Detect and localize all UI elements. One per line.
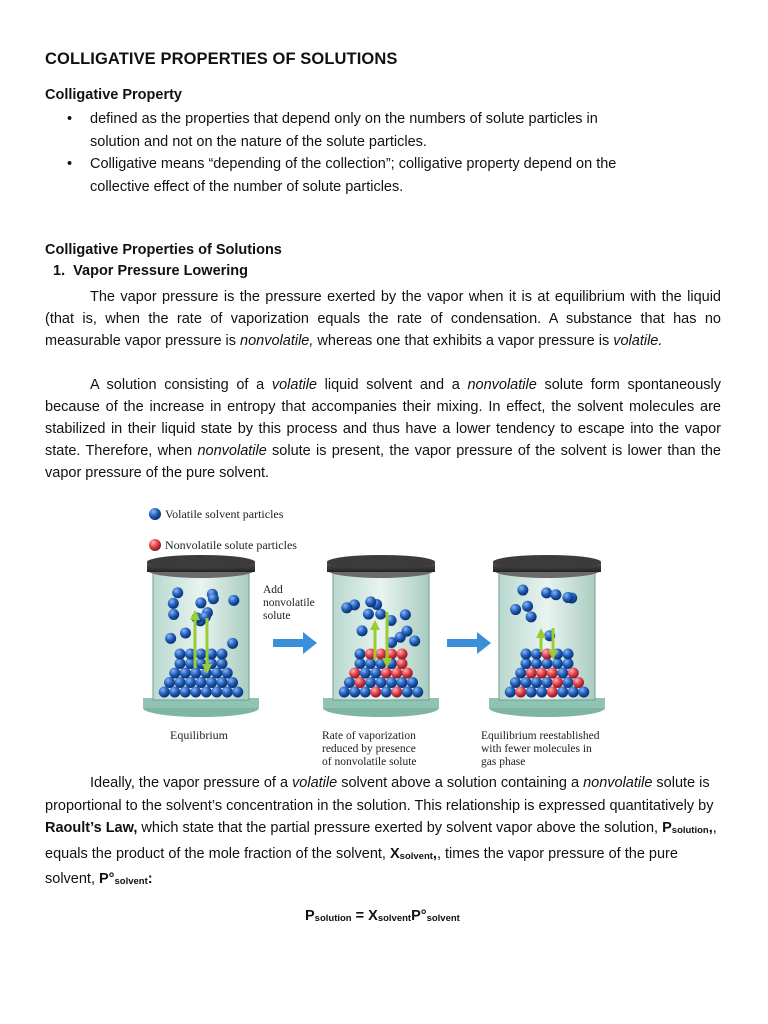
solvent-particle bbox=[175, 658, 186, 669]
svg-text:solute: solute bbox=[263, 610, 291, 622]
solvent-particle bbox=[521, 658, 532, 669]
solvent-particle bbox=[217, 677, 228, 688]
vapor-particle bbox=[165, 633, 176, 644]
solvent-particle bbox=[402, 687, 413, 698]
subsection-heading: 1. Vapor Pressure Lowering bbox=[53, 263, 249, 279]
solvent-particle bbox=[531, 677, 542, 688]
list-item: • Colligative means “depending of the collection”; colligative property depend on the collective effect of the number of solute particles. bbox=[45, 153, 725, 198]
solvent-particle bbox=[232, 687, 243, 698]
caption-equilibrium: Equilibrium bbox=[170, 728, 228, 742]
solvent-particle bbox=[370, 668, 381, 679]
solvent-particle bbox=[412, 687, 423, 698]
container-diagrams bbox=[143, 555, 605, 717]
vapor-particle bbox=[357, 625, 368, 636]
solvent-particle bbox=[349, 687, 360, 698]
solvent-particle bbox=[360, 687, 371, 698]
solvent-particle bbox=[222, 687, 233, 698]
vapor-particle bbox=[172, 587, 183, 598]
vapor-particle bbox=[195, 597, 206, 608]
solvent-particle bbox=[355, 658, 366, 669]
caption-rate-reduced bbox=[322, 730, 417, 768]
solute-particle bbox=[515, 687, 526, 698]
solvent-particle bbox=[510, 677, 521, 688]
solvent-particle bbox=[521, 649, 532, 660]
vapor-particle bbox=[562, 592, 573, 603]
legend bbox=[149, 507, 297, 552]
solvent-particle bbox=[557, 687, 568, 698]
svg-text:Add: Add bbox=[263, 584, 283, 596]
solvent-particle bbox=[196, 677, 207, 688]
solvent-particle bbox=[557, 668, 568, 679]
solvent-particle bbox=[196, 649, 207, 660]
solvent-particle bbox=[180, 687, 191, 698]
paragraph-solution-formation: A solution consisting of a volatile liquid solvent and a nonvolatile solute form spontaneously because of the increase in entropy that accompanies their mixing. In effect, the solvent molecules are stabilized in their liquid state by this process and thus have a lower tendency to escape into the vapor state. Therefore, when nonvolatile solute is present, the vapor pressure of the solvent is lower than the vapor pressure of the pure solvent. bbox=[45, 377, 721, 481]
document-title: COLLIGATIVE PROPERTIES OF SOLUTIONS bbox=[45, 50, 398, 68]
jar-3 bbox=[489, 555, 605, 717]
vapor-particle bbox=[168, 609, 179, 620]
legend-solvent-label: Volatile solvent particles bbox=[165, 507, 284, 521]
solute-particle bbox=[547, 687, 558, 698]
process-arrow-1 bbox=[273, 632, 317, 654]
solvent-particle bbox=[217, 658, 228, 669]
vapor-particle bbox=[341, 602, 352, 613]
solute-particle bbox=[536, 668, 547, 679]
solute-particle-icon bbox=[149, 539, 161, 551]
solvent-particle bbox=[355, 649, 366, 660]
solute-particle bbox=[397, 649, 408, 660]
vapor-particle bbox=[168, 598, 179, 609]
vapor-particle bbox=[365, 596, 376, 607]
solvent-particle bbox=[175, 649, 186, 660]
definition-list bbox=[45, 108, 725, 198]
section-heading-colligative-properties: Colligative Properties of Solutions bbox=[45, 242, 282, 258]
svg-text:reduced by presence: reduced by presence bbox=[322, 743, 416, 755]
solvent-particle bbox=[552, 658, 563, 669]
solvent-particle bbox=[339, 687, 350, 698]
vapor-particle bbox=[526, 611, 537, 622]
solute-particle bbox=[568, 668, 579, 679]
vapor-particle bbox=[180, 627, 191, 638]
vapor-particle bbox=[227, 638, 238, 649]
svg-text:with fewer molecules in: with fewer molecules in bbox=[481, 743, 592, 755]
vapor-particle bbox=[208, 593, 219, 604]
vapor-particle bbox=[400, 609, 411, 620]
jar-1 bbox=[143, 555, 259, 717]
solvent-particle bbox=[407, 677, 418, 688]
solvent-particle bbox=[175, 677, 186, 688]
solvent-particle bbox=[222, 668, 233, 679]
bullet-icon: • bbox=[67, 111, 73, 127]
solute-particle bbox=[526, 668, 537, 679]
solvent-particle bbox=[397, 677, 408, 688]
solvent-particle bbox=[201, 687, 212, 698]
svg-text:nonvolatile: nonvolatile bbox=[263, 597, 315, 609]
solvent-particle bbox=[344, 677, 355, 688]
vapor-particle bbox=[550, 589, 561, 600]
solvent-particle bbox=[542, 677, 553, 688]
vapor-particle bbox=[517, 585, 528, 596]
solvent-particle bbox=[521, 677, 532, 688]
solvent-particle bbox=[542, 658, 553, 669]
solvent-particle bbox=[515, 668, 526, 679]
section-heading-colligative-property: Colligative Property bbox=[45, 87, 182, 103]
solute-particle bbox=[552, 677, 563, 688]
jar-2 bbox=[323, 555, 439, 717]
solvent-particle-icon bbox=[149, 508, 161, 520]
solvent-particle bbox=[365, 677, 376, 688]
solvent-particle bbox=[169, 668, 180, 679]
solute-particle bbox=[391, 687, 402, 698]
svg-text:Equilibrium reestablished: Equilibrium reestablished bbox=[481, 730, 600, 742]
process-arrow-2 bbox=[447, 632, 491, 654]
solute-particle bbox=[355, 677, 366, 688]
vapor-particle bbox=[541, 587, 552, 598]
svg-text:gas phase: gas phase bbox=[481, 756, 526, 768]
solvent-particle bbox=[563, 677, 574, 688]
vapor-particle bbox=[522, 601, 533, 612]
solvent-particle bbox=[190, 687, 201, 698]
solvent-particle bbox=[164, 677, 175, 688]
bullet-icon: • bbox=[67, 156, 73, 172]
solute-particle bbox=[391, 668, 402, 679]
solvent-particle bbox=[169, 687, 180, 698]
solvent-particle bbox=[211, 668, 222, 679]
solvent-particle bbox=[206, 677, 217, 688]
solute-particle bbox=[547, 668, 558, 679]
solvent-particle bbox=[227, 677, 238, 688]
solute-particle bbox=[370, 687, 381, 698]
solvent-particle bbox=[526, 687, 537, 698]
vapor-particle bbox=[510, 604, 521, 615]
add-solute-label bbox=[263, 584, 315, 622]
vapor-particle bbox=[228, 595, 239, 606]
caption-equilibrium-reestablished bbox=[481, 730, 600, 768]
solute-particle bbox=[376, 649, 387, 660]
solvent-particle bbox=[536, 687, 547, 698]
solvent-particle bbox=[386, 677, 397, 688]
solvent-particle bbox=[568, 687, 579, 698]
solvent-particle bbox=[376, 677, 387, 688]
vapor-particle bbox=[363, 609, 374, 620]
vapor-particle bbox=[409, 635, 420, 646]
svg-text:Rate of vaporization: Rate of vaporization bbox=[322, 730, 416, 742]
solvent-particle bbox=[211, 687, 222, 698]
list-item: • defined as the properties that depend only on the numbers of solute particles in solution and not on the nature of the solute particles. bbox=[45, 108, 725, 153]
solvent-particle bbox=[217, 649, 228, 660]
vapor-particle bbox=[375, 609, 386, 620]
vapor-pressure-figure bbox=[143, 500, 643, 772]
solute-particle bbox=[573, 677, 584, 688]
solute-particle bbox=[381, 668, 392, 679]
legend-solute-label: Nonvolatile solute particles bbox=[165, 538, 297, 552]
solute-particle bbox=[397, 658, 408, 669]
solvent-particle bbox=[190, 668, 201, 679]
solvent-particle bbox=[180, 668, 191, 679]
solvent-particle bbox=[563, 649, 574, 660]
solvent-particle bbox=[563, 658, 574, 669]
solute-particle bbox=[402, 668, 413, 679]
vapor-particle bbox=[401, 626, 412, 637]
paragraph-vapor-pressure-definition: The vapor pressure is the pressure exerted by the vapor when it is at equilibrium with the liquid (that is, when the rate of vaporization equals the rate of condensation. A substance that has no measurable vapor pressure is nonvolatile, whereas one that exhibits a vapor pressure is volatile. bbox=[45, 289, 721, 349]
raoults-law-formula: Psolution = XsolventP°solvent bbox=[305, 908, 460, 924]
paragraph-raoults-law: Ideally, the vapor pressure of a volatile solvent above a solution containing a nonvolatile solute is proportional to the solvent’s concentration in the solution. This relationship is expressed quantitatively by Raoult’s Law, which state that the partial pressure exerted by solvent vapor above the solution, Psolution,, equals the product of the mole fraction of the solvent, Xsolvent,, times the vapor pressure of the pure solvent, P°solvent: bbox=[45, 775, 717, 887]
solute-particle bbox=[349, 668, 360, 679]
solvent-particle bbox=[578, 687, 589, 698]
solvent-particle bbox=[381, 687, 392, 698]
solvent-particle bbox=[531, 658, 542, 669]
solvent-particle bbox=[185, 677, 196, 688]
solvent-particle bbox=[505, 687, 516, 698]
solvent-particle bbox=[159, 687, 170, 698]
svg-text:of nonvolatile solute: of nonvolatile solute bbox=[322, 756, 417, 768]
vapor-particle bbox=[200, 611, 211, 622]
solvent-particle bbox=[360, 668, 371, 679]
